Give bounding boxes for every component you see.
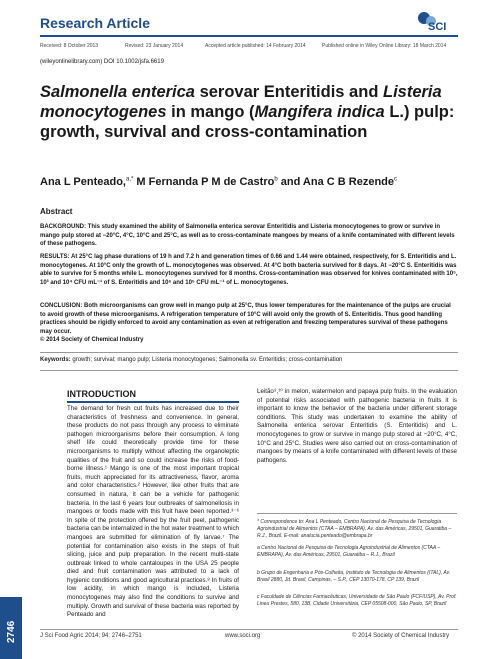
conclusion-text: Both microorganisms can grow well in mango pulp at 25°C, thus lower temperatures for the maintenance of the pulps are crucial to avoid growth of these microorganisms. A refrigeration temperature of 10°C will avoid only the growth of S. Enteritidis. Thus good handling practices should be rigidly enforced to avoid any contamination as even at refrigeration and freezing temperatures survival of these pathogens may occur. (40, 303, 451, 335)
title-species-1: Salmonella enterica (40, 83, 195, 101)
header-divider (40, 35, 458, 37)
author-2-affil: b (274, 176, 278, 183)
abstract-copyright: © 2014 Society of Chemical Industry (40, 337, 144, 343)
sci-logo (418, 12, 460, 36)
keywords-text: growth; survival; mango pulp; Listeria monocytogenes; Salmonella sv. Enteritidis; cross-contamination (70, 357, 343, 363)
article-title (40, 82, 460, 142)
background-label: BACKGROUND: (40, 224, 86, 230)
abstract-conclusion (40, 302, 458, 336)
conclusion-label: CONCLUSION: (40, 303, 83, 309)
results-text: At 25°C lag phase durations of 19 h and 7.2 h and generation times of 0.66 and 1.44 were obtained, respectively, for S. Enteritidis and L. monocytogenes. At 10°C only the growth of L. monocytogenes was observed. At 4°C both bacteria survived for 8 days. At −20°C S. Enteritidis was able to survive for 5 months while L. monocytogenes survived for 8 months. Cross-contamination was observed for knives contaminated with 10⁵, 10³ and 10⁴ CFU mL⁻¹ of S. Enteritidis and 10⁶ and 10⁵ CFU mL⁻¹ of L. monocytogenes. (40, 254, 458, 286)
affiliation-c: c Faculdade de Ciências Farmacêuticas, Universidade de São Paulo (FCF/USP), Av. Prof. Lineu Prestes, 580, 13B, Cidade Universitária, CEP 05508-000, São Paulo, SP, Brazil (257, 594, 457, 607)
footnote-divider (257, 513, 457, 514)
keywords-top-divider (40, 352, 458, 353)
author-2: M Fernanda P M de Castro (133, 176, 275, 188)
journal-citation: J Sci Food Agric 2014; 94: 2746–2751 (40, 633, 142, 639)
abstract-heading: Abstract (40, 207, 73, 216)
accepted-date: Accepted article published: 14 February 2014 (205, 43, 306, 49)
title-species-2: Listeria monocytogenes (40, 83, 442, 121)
author-3: and Ana C B Rezende (277, 176, 395, 188)
intro-right-column: Leitão⁹,¹⁰ in melon, watermelon and papaya pulp fruits. In the evaluation of potential risks associated with pathogenic bacteria in fruits it is important to know the behavior of the bacteria under different storage conditions. This study was undertaken to examine the ability of Salmonella enterica serovar Enteritidis (S. Enteritidis) and L. monocytogenes to grow or survive in mango pulp stored at −20°C, 4°C, 10°C and 25°C. Studies were also carried out on cross-contamination of mangoes by means of a knife contaminated with different levels of these pathogens. (257, 388, 457, 464)
intro-heading-rule (67, 401, 239, 403)
keywords-label: Keywords: (40, 357, 71, 363)
correspondence-footnote: * Correspondence to: Ana L Penteado, Centro Nacional de Pesquisa de Tecnologia Agroindustrial de Alimentos (CTAA – EMBRAPA), Av. das Américas, 29501, Guaratiba – R.J., Brazil. E-mail: analucia.penteado@embrapa.br (257, 519, 452, 539)
author-1-affil: a,* (125, 176, 134, 183)
author-list (40, 176, 460, 188)
society-website[interactable]: www.soci.org (225, 633, 261, 639)
title-text-1: serovar Enteritidis and (195, 83, 383, 101)
author-1: Ana L Penteado, (40, 176, 126, 188)
affiliation-a: a Centro Nacional de Pesquisa de Tecnologia Agroindustrial de Alimentos (CTAA – EMBRAPA), Av. das Américas, 29501, Guaratiba – R.J., Brazil (257, 545, 441, 558)
logo-text: SCI (428, 21, 447, 33)
intro-heading: INTRODUCTION (67, 389, 136, 399)
keywords-bottom-divider (40, 370, 458, 371)
doi-line[interactable]: (wileyonlinelibrary.com) DOI 10.1002/jsfa.6619 (40, 59, 164, 65)
title-text-2: in mango ( (166, 103, 255, 121)
page-number: 2746 (6, 620, 17, 643)
title-text-3: L.) pulp: growth, survival and cross-contamination (40, 103, 455, 141)
abstract-background (40, 223, 458, 249)
published-date: Published online in Wiley Online Library: 18 March 2014 (322, 43, 447, 49)
page-number-tab (0, 597, 22, 659)
article-type-label: Research Article (40, 15, 150, 31)
intro-left-column: The demand for fresh cut fruits has increased due to their characteristics of freshness and convenience. In general, these products do not pass through any process to eliminate pathogen microorganisms before their consumption. A long shelf life could theoretically provide time for these microorganisms to multiply without affecting the organoleptic qualities of the fruit and so could increase the risks of food-borne illness.¹ Mango is one of the most important tropical fruits, much appreciated for its attractiveness, flavor, aroma and color characteristics.² However, like other fruits that are consumed in natura, it can be a vehicle for pathogenic bacteria. In the last 6 years four outbreaks of salmonellosis in mangoes or foods made with this fruit have been reported.³⁻⁶ In spite of the protection offered by the fruit peel, pathogenic bacteria can be internalized in the hot water treatment to which mangoes are submitted for elimination of fly larvae.⁷ The potential for contamination also exists in the steps of fruit slicing, juice and pulp preparation. In the recent multi-state outbreak linked to whole cantaloupes in the USA 25 people died and fruit contamination was attributed to a lack of hygienic conditions and good agricultural practices.⁸ In fruits of low acidity, in which mango is included, Listeria monocytogenes may also find the conditions to survive and multiply. Growth and survival of these bacteria was reported by Penteado and (67, 405, 239, 619)
footer-copyright: © 2014 Society of Chemical Industry (352, 633, 450, 639)
title-species-3: Mangifera indica (254, 103, 385, 121)
author-3-affil: c (394, 176, 398, 183)
keywords-line (40, 357, 458, 363)
received-date: Received: 8 October 2013 (40, 43, 99, 49)
abstract-results (40, 253, 458, 287)
background-text: This study examined the ability of Salmonella enterica serovar Enteritidis and Listeria monocytogenes to grow or survive in mango pulp stored at −20°C, 4°C, 10°C and 25°C, as well as to cross-contaminate mangoes by means of a knife contaminated with different levels of these pathogens. (40, 224, 455, 247)
results-label: RESULTS: (40, 254, 70, 260)
affiliation-b: b Grupo de Engenharia e Pós-Colheita, Instituto de Tecnologia de Alimentos (ITAL), Av. Brasil 2880, Jd. Brasil, Campinas, – S.P., CEP 13070-178, CP 139, Brazil (257, 570, 451, 583)
revised-date: Revised: 23 January 2014 (125, 43, 184, 49)
footer-divider (40, 629, 458, 630)
